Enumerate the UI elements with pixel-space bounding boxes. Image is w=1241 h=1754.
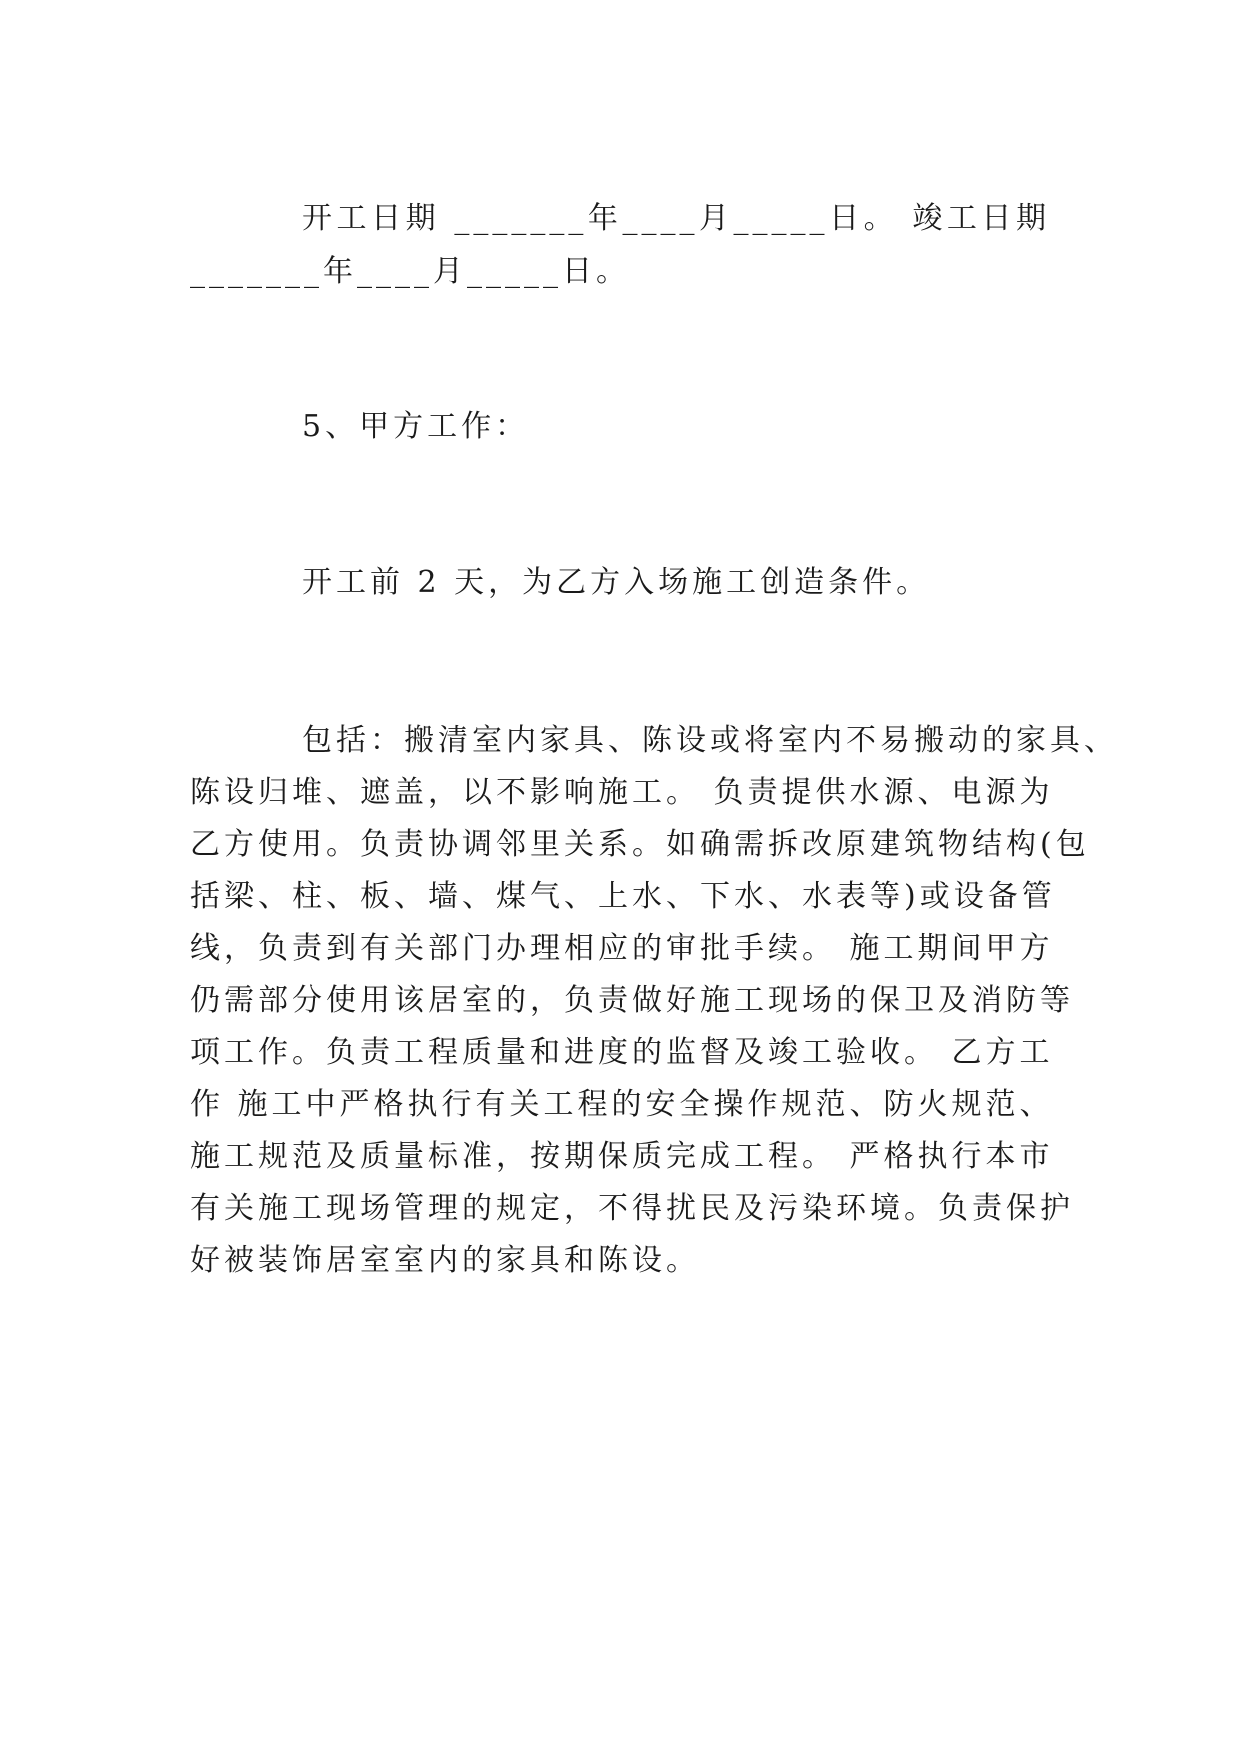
body-line: 好被装饰居室室内的家具和陈设。 [190, 1243, 700, 1278]
body-line: 包括：搬清室内家具、陈设或将室内不易搬动的家具、 [302, 723, 1118, 758]
body-line: 仍需部分使用该居室的，负责做好施工现场的保卫及消防等 [190, 983, 1074, 1018]
body-line: 括梁、柱、板、墙、煤气、上水、下水、水表等)或设备管 [190, 879, 1056, 914]
schedule-line-2: _______年____月_____日。 [190, 254, 630, 289]
body-line: 线，负责到有关部门办理相应的审批手续。 施工期间甲方 [190, 931, 1054, 966]
body-line: 项工作。负责工程质量和进度的监督及竣工验收。 乙方工 [190, 1035, 1054, 1070]
body-line: 有关施工现场管理的规定，不得扰民及污染环境。负责保护 [190, 1191, 1074, 1226]
body-line: 乙方使用。负责协调邻里关系。如确需拆改原建筑物结构(包 [190, 827, 1090, 862]
schedule-line-1: 开工日期 _______年____月_____日。 竣工日期 [302, 201, 1050, 236]
section-heading: 5、甲方工作： [302, 409, 530, 444]
body-line: 作 施工中严格执行有关工程的安全操作规范、防火规范、 [190, 1087, 1054, 1122]
body-line: 陈设归堆、遮盖，以不影响施工。 负责提供水源、电源为 [190, 775, 1054, 810]
body-line: 施工规范及质量标准，按期保质完成工程。 严格执行本市 [190, 1139, 1054, 1174]
section-item-1: 开工前 2 天，为乙方入场施工创造条件。 [302, 565, 931, 600]
